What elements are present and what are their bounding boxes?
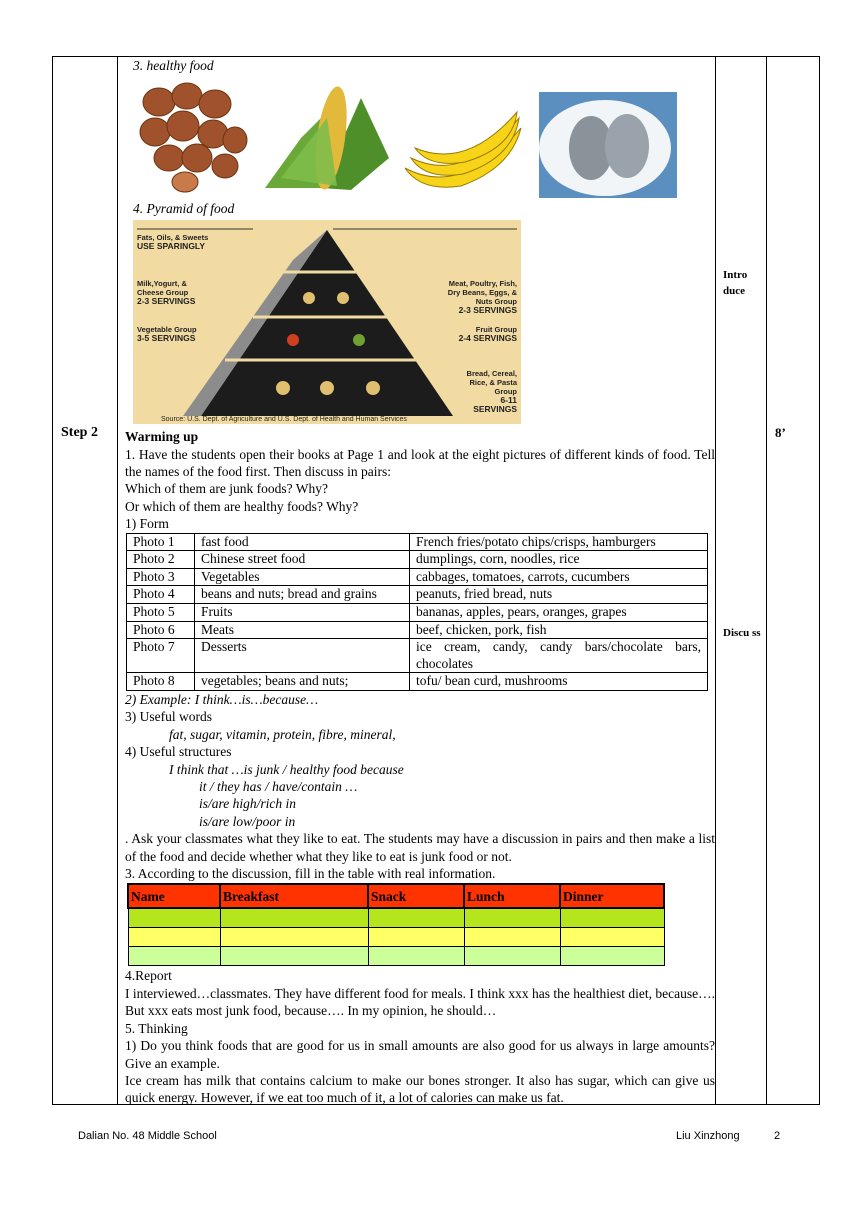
footer-school: Dalian No. 48 Middle School: [78, 1130, 217, 1142]
table-cell: Photo 7: [127, 639, 195, 673]
footer-page-number: 2: [774, 1130, 781, 1142]
column-divider: [715, 57, 716, 1104]
table-cell: fast food: [195, 533, 410, 551]
example-line: 2) Example: I think…is…because…: [125, 692, 319, 707]
walnuts-image: [135, 78, 253, 198]
table-row: [128, 947, 664, 966]
useful-words: fat, sugar, vitamin, protein, fibre, mineral,: [169, 726, 396, 742]
table-input-cell[interactable]: [368, 947, 464, 966]
table-cell: Photo 5: [127, 604, 195, 622]
table-row: [127, 621, 708, 639]
pyramid-meat-label-3: Nuts Group: [475, 296, 517, 306]
pyramid-milk-label-2: Cheese Group: [137, 287, 189, 297]
fish-image: [539, 92, 677, 198]
pyramid-fruit-servings: 2-4 SERVINGS: [458, 332, 517, 343]
table-cell: dumplings, corn, noodles, rice: [410, 551, 708, 569]
table-cell: cabbages, tomatoes, carrots, cucumbers: [410, 568, 708, 586]
table-header-row: [128, 884, 664, 908]
table-cell: Photo 4: [127, 586, 195, 604]
pyramid-top-use: USE SPARINGLY: [137, 240, 206, 251]
table-input-cell[interactable]: [464, 947, 560, 966]
question-junk: Which of them are junk foods? Why?: [125, 481, 328, 497]
report-paragraph: I interviewed…classmates. They have different food for meals. I think xxx has the healthiest diet, because…. But xxx eats most junk food, because…. In my opinion, he should…: [125, 985, 715, 1019]
table-input-cell[interactable]: [464, 928, 560, 947]
table-row: [127, 673, 708, 691]
healthy-food-caption: 3. healthy food: [133, 58, 214, 73]
thinking-question: 1) Do you think foods that are good for us in small amounts are also good for us always in large amounts? Give an example.: [125, 1038, 715, 1071]
table-input-cell[interactable]: [560, 928, 664, 947]
table-input-cell[interactable]: [220, 947, 368, 966]
table-cell: beans and nuts; bread and grains: [195, 586, 410, 604]
meal-info-table: [127, 883, 665, 966]
lesson-table: [52, 56, 820, 1105]
pyramid-fruit-label: Fruit Group: [475, 324, 517, 334]
pyramid-milk-servings: 2-3 SERVINGS: [137, 295, 196, 306]
structure-4: is/are low/poor in: [199, 813, 296, 829]
step-label: Step 2: [61, 425, 98, 440]
photo-form-table: [126, 533, 708, 691]
column-divider: [766, 57, 767, 1104]
pyramid-top-label: Fats, Oils, & Sweets: [137, 232, 209, 242]
pyramid-bread-label-4: 6-11: [500, 394, 517, 405]
useful-structures-label: 4) Useful structures: [125, 744, 232, 760]
table-input-cell[interactable]: [464, 908, 560, 928]
pyramid-source: Source: U.S. Dept. of Agriculture and U.S. Dept. of Health and Human Services: [161, 415, 407, 423]
table-row: [128, 928, 664, 947]
discuss-label: Discu ss: [723, 627, 761, 639]
intro-label: Intro duce: [723, 269, 748, 297]
warming-up-title: Warming up: [125, 429, 199, 445]
table-row: [127, 586, 708, 604]
thinking-answer: Ice cream has milk that contains calcium to make our bones stronger. It also has sugar, which can give us quick energy. However, if we eat too much of it, a lot of calories can make us fat.: [125, 1072, 715, 1106]
warming-paragraph-1: 1. Have the students open their books at Page 1 and look at the eight pictures of different kinds of food. Tell the names of the food first. Then discuss in pairs:: [125, 446, 715, 480]
table-header-cell: Dinner: [560, 884, 664, 908]
thinking-label: 5. Thinking: [125, 1020, 188, 1036]
table-input-cell[interactable]: [368, 908, 464, 928]
table-input-cell[interactable]: [128, 928, 220, 947]
table-cell: beef, chicken, pork, fish: [410, 621, 708, 639]
table-row: [127, 551, 708, 569]
table-header-cell: Lunch: [464, 884, 560, 908]
table-input-cell[interactable]: [220, 928, 368, 947]
pyramid-milk-label: Milk,Yogurt, &: [137, 278, 187, 288]
table-row: [127, 604, 708, 622]
pyramid-bread-label-2: Rice, & Pasta: [469, 377, 517, 387]
structure-1: I think that …is junk / healthy food because: [169, 761, 404, 777]
pyramid-bread-servings: SERVINGS: [473, 403, 517, 414]
table-cell: Photo 1: [127, 533, 195, 551]
pyramid-meat-label-2: Dry Beans, Eggs, &: [447, 287, 517, 297]
structure-3: is/are high/rich in: [199, 796, 296, 812]
lesson-content: [125, 57, 715, 1107]
time-label: 8’: [775, 425, 786, 440]
pyramid-veg-label: Vegetable Group: [137, 324, 197, 334]
table-input-cell[interactable]: [220, 908, 368, 928]
ask-paragraph: . Ask your classmates what they like to eat. The students may have a discussion in pairs and then make a list of the food and decide whether what they like to eat is junk food or not.: [125, 831, 715, 864]
table-input-cell[interactable]: [560, 908, 664, 928]
table-cell: bananas, apples, pears, oranges, grapes: [410, 604, 708, 622]
pyramid-bread-label: Bread, Cereal,: [466, 368, 517, 378]
fill-table-instruction: 3. According to the discussion, fill in the table with real information.: [125, 866, 496, 882]
table-cell: Vegetables: [195, 568, 410, 586]
table-input-cell[interactable]: [560, 947, 664, 966]
structure-2: it / they has / have/contain …: [199, 779, 358, 795]
column-divider: [117, 57, 118, 1104]
table-header-cell: Breakfast: [220, 884, 368, 908]
useful-words-label: 3) Useful words: [125, 709, 212, 725]
pyramid-veg-servings: 3-5 SERVINGS: [137, 332, 196, 343]
pyramid-meat-servings: 2-3 SERVINGS: [458, 304, 517, 315]
table-cell: Photo 3: [127, 568, 195, 586]
form-label: 1) Form: [125, 516, 169, 532]
question-healthy: Or which of them are healthy foods? Why?: [125, 498, 359, 514]
table-row: [127, 533, 708, 551]
bananas-image: [401, 108, 531, 198]
corn-image: [261, 78, 393, 198]
table-input-cell[interactable]: [128, 947, 220, 966]
table-header-cell: Snack: [368, 884, 464, 908]
footer-author: Liu Xinzhong: [676, 1130, 740, 1142]
healthy-food-images: [135, 76, 715, 198]
table-cell: Meats: [195, 621, 410, 639]
pyramid-caption: 4. Pyramid of food: [133, 201, 235, 217]
table-header-cell: Name: [128, 884, 220, 908]
report-label: 4.Report: [125, 968, 172, 984]
table-cell: Photo 2: [127, 551, 195, 569]
table-cell: peanuts, fried bread, nuts: [410, 586, 708, 604]
table-cell: Desserts: [195, 639, 410, 673]
pyramid-bread-label-3: Group: [494, 386, 517, 396]
table-cell: ice cream, candy, candy bars/chocolate bars, chocolates: [410, 639, 708, 673]
table-cell: French fries/potato chips/crisps, hamburgers: [410, 533, 708, 551]
table-row: [128, 908, 664, 928]
table-cell: Fruits: [195, 604, 410, 622]
table-input-cell[interactable]: [368, 928, 464, 947]
food-pyramid-image: [133, 220, 521, 424]
table-row: [127, 639, 708, 673]
table-cell: tofu/ bean curd, mushrooms: [410, 673, 708, 691]
table-row: [127, 568, 708, 586]
table-cell: Photo 6: [127, 621, 195, 639]
table-cell: Photo 8: [127, 673, 195, 691]
table-input-cell[interactable]: [128, 908, 220, 928]
pyramid-meat-label: Meat, Poultry, Fish,: [448, 278, 517, 288]
table-cell: Chinese street food: [195, 551, 410, 569]
table-cell: vegetables; beans and nuts;: [195, 673, 410, 691]
